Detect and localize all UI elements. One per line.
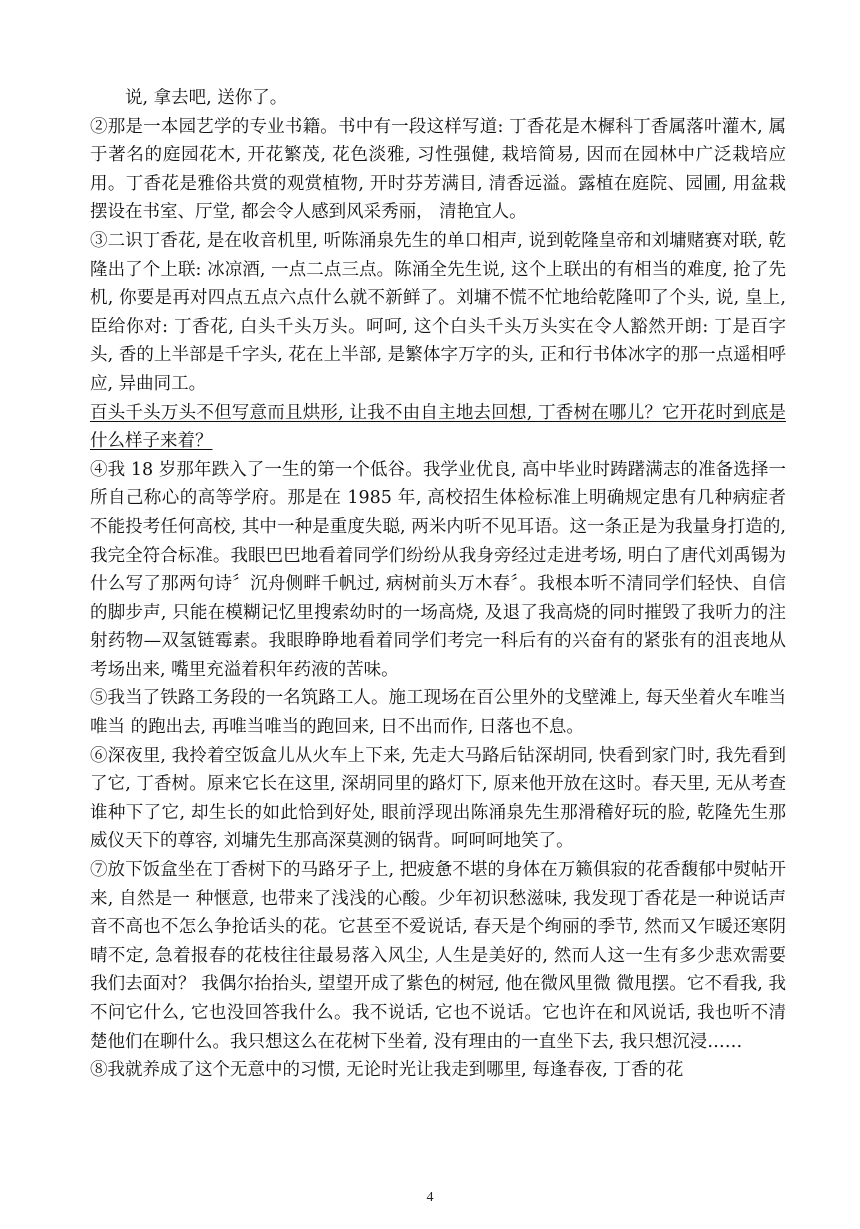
page-number: 4 (426, 1190, 434, 1205)
paragraph-8: ⑧我就养成了这个无意中的习惯, 无论时光让我走到哪里, 每逢春夜, 丁香的花 (90, 1060, 684, 1081)
underlined-sentence: 百头千头万头不但写意而且烘形, 让我不由自主地去回想, 丁香树在哪儿？它开花时到底是什么样子来着？ (90, 402, 786, 452)
paragraph-2: ②那是一本园艺学的专业书籍。书中有一段这样写道: 丁香花是木樨科丁香属落叶灌木, 属于著名的庭园花木, 开花繁茂, 花色淡雅, 习性强健, 栽培简易, 因而在园林中广泛栽培应用。丁香花是雅俗共赏的观赏植物, 开时芬芳满目, 清香远溢。露植在庭院、园圃, 用盆栽摆设在书室、厅堂, 都会令人感到风采秀丽， 清艳宜人。 (90, 116, 786, 223)
document-body (90, 84, 786, 1085)
paragraph-7: ⑦放下饭盒坐在丁香树下的马路牙子上, 把疲惫不堪的身体在万籁俱寂的花香馥郁中熨帖开来, 自然是一 种惬意, 也带来了浅浅的心酸。少年初识愁滋味, 我发现丁香花是一种说话声音不高也不怎么争抢话头的花。它甚至不爱说话, 春天是个绚丽的季节, 然而又乍暖还寒阴晴不定, 急着报春的花枝往往最易落入风尘, 人生是美好的, 然而人这一生有多少悲欢需要我们去面对？ 我偶尔抬抬头, 望望开成了紫色的树冠, 他在微风里微 微甩摆。它不看我, 我不问它什么, 它也没回答我什么。我不说话, 它也不说话。它也许在和风说话, 我也听不清楚他们在聊什么。我只想这么在花树下坐着, 没有理由的一直坐下去, 我只想沉浸…… (90, 860, 786, 1052)
paragraph-5: ⑤我当了铁路工务段的一名筑路工人。施工现场在百公里外的戈壁滩上, 每天坐着火车唯当唯当 的跑出去, 再唯当唯当的跑回来, 日不出而作, 日落也不息。 (90, 688, 786, 738)
paragraph-6: ⑥深夜里, 我拎着空饭盒儿从火车上下来, 先走大马路后钻深胡同, 快看到家门时, 我先看到了它, 丁香树。原来它长在这里, 深胡同里的路灯下, 原来他开放在这时。春天里, 无从考查谁种下了它, 却生长的如此恰到好处, 眼前浮现出陈涌泉先生那滑稽好玩的脸, 乾隆先生那威仪天下的尊容, 刘墉先生那高深莫测的锅背。呵呵呵地笑了。 (90, 745, 786, 852)
paragraph-1: 说, 拿去吧, 送你了。 (125, 88, 288, 108)
paragraph-3: ③二识丁香花, 是在收音机里, 听陈涌泉先生的单口相声, 说到乾隆皇帝和刘墉赌赛对联, 乾隆出了个上联: 冰凉酒, 一点二点三点。陈涌全先生说, 这个上联出的有相当的难度, 抢了先机, 你要是再对四点五点六点什么就不新鲜了。刘墉不慌不忙地给乾隆叩了个头, 说, 皇上, 臣给你对: 丁香花, 白头千头万头。呵呵, 这个白头千头万头实在令人豁然开朗: 丁是百字头, 香的上半部是千字头, 花在上半部, 是繁体字万字的头, 正和行书体冰字的那一点遥相呼应, 异曲同工。 (90, 230, 786, 394)
paragraph-4: ④我 18 岁那年跌入了一生的第一个低谷。我学业优良, 高中毕业时踌躇满志的准备选择一所自己称心的高等学府。那是在 1985 年, 高校招生体检标准上明确规定患有几种病症者不能投考任何高校, 其中一种是重度失聪, 两米内听不见耳语。这一条正是为我量身打造的, 我完全符合标准。我眼巴巴地看着同学们纷纷从我身旁经过走进考场, 明白了唐代刘禹锡为什么写了那两句诗〞沉舟侧畔千帆过, 病树前头万木春〞。我根本听不清同学们轻快、自信的脚步声, 只能在模糊记忆里搜索幼时的一场高烧, 及退了我高烧的同时摧毁了我听力的注射药物—双氢链霉素。我眼睁睁地看着同学们考完一科后有的兴奋有的紧张有的沮丧地从考场出来, 嘴里充溢着积年药液的苦味。 (90, 459, 786, 680)
